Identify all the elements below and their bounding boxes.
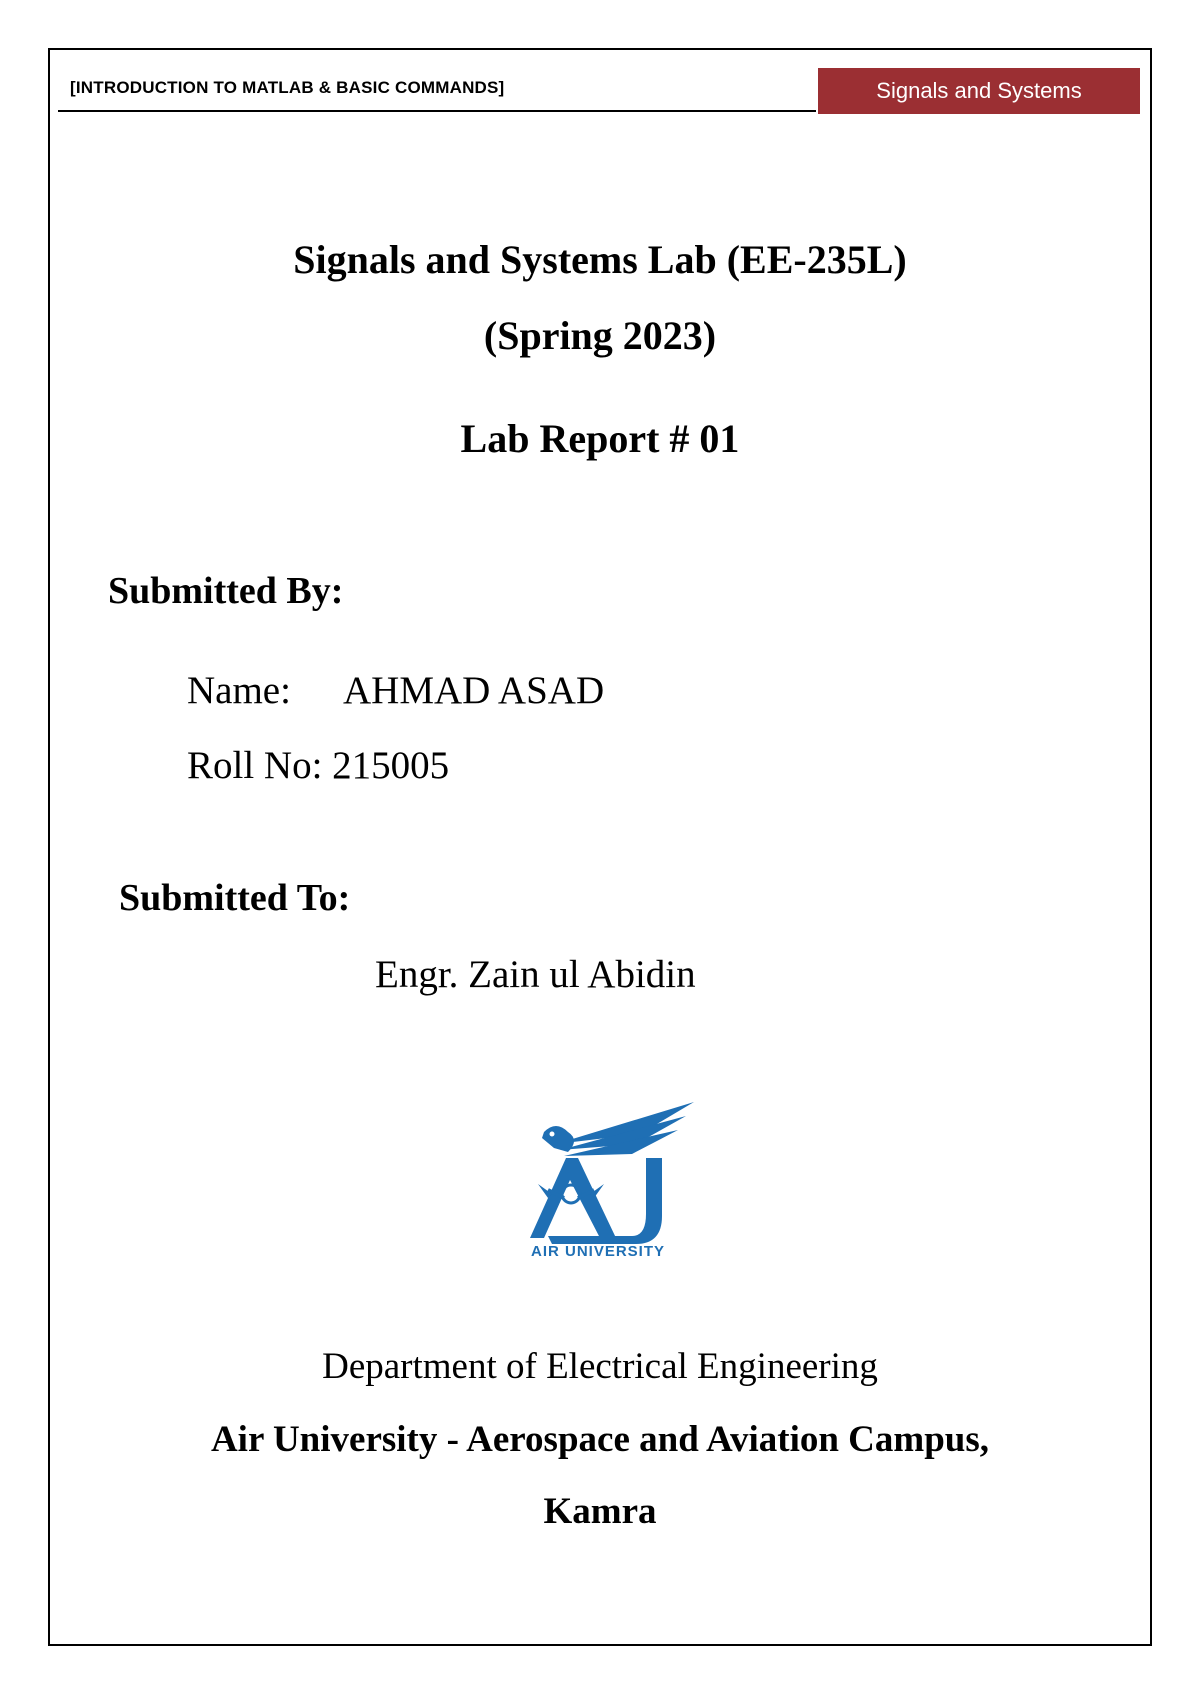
- university: Air University - Aerospace and Aviation Campus,: [210, 1419, 990, 1460]
- course-title: Signals and Systems Lab (EE-235L): [293, 237, 907, 282]
- page-border: [48, 48, 1152, 1646]
- logo-text: AIR UNIVERSITY: [530, 1243, 665, 1260]
- department: Department of Electrical Engineering: [322, 1346, 878, 1387]
- header-course-label: Signals and Systems: [818, 68, 1140, 114]
- city: Kamra: [543, 1491, 657, 1532]
- semester: (Spring 2023): [483, 313, 717, 358]
- report-number: Lab Report # 01: [460, 416, 740, 461]
- student-name: AHMAD ASAD: [343, 669, 605, 712]
- header-rule: [58, 110, 816, 112]
- submitted-to-heading: Submitted To:: [119, 877, 351, 919]
- header-title: [INTRODUCTION TO MATLAB & BASIC COMMANDS]: [70, 78, 505, 97]
- roll-number: Roll No: 215005: [187, 744, 450, 787]
- submitted-by-heading: Submitted By:: [108, 570, 344, 612]
- name-label: Name:: [187, 669, 291, 712]
- instructor-name: Engr. Zain ul Abidin: [375, 953, 696, 996]
